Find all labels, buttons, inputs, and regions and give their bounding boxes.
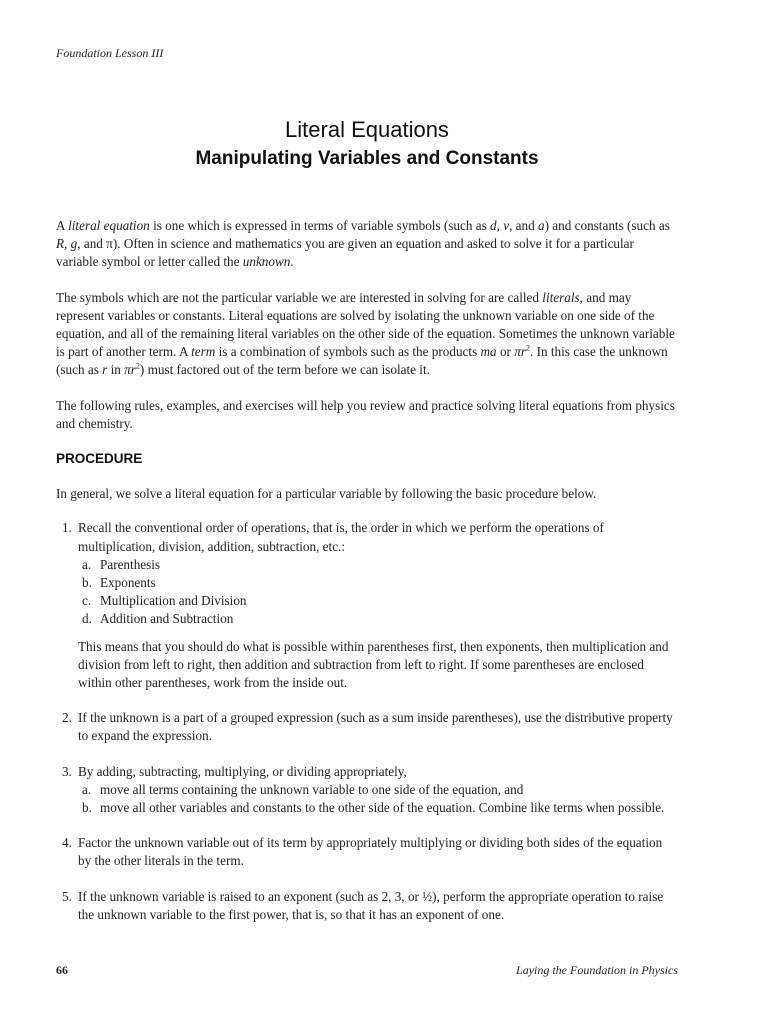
step-1-explanation: This means that you should do what is possible within parentheses first, then exponents, then multiplication and division from left to right, then addition and subtraction from left to right. If some parentheses are enclosed within other parentheses, work from the inside out. <box>78 638 669 691</box>
step-number: 1. <box>62 520 72 536</box>
sub-item: b. move all other variables and constants to the other side of the equation. Combine like terms when possible. <box>82 800 665 816</box>
rules-paragraph: The following rules, examples, and exercises will help you review and practice solving literal equations from physics and chemistry. <box>56 397 675 431</box>
procedure-step-3 <box>56 763 676 818</box>
step-text: Recall the conventional order of operations, that is, the order in which we perform the operations of multiplication, division, addition, subtraction, etc.: <box>78 520 604 554</box>
main-content <box>56 217 676 941</box>
procedure-heading: PROCEDURE <box>56 451 143 467</box>
procedure-step-2 <box>56 709 676 745</box>
sub-item: a. Parenthesis <box>82 556 161 572</box>
step-number: 5. <box>62 888 72 904</box>
intro-paragraph: A literal equation is one which is expressed in terms of variable symbols (such as d, v, and a) and constants (such as R, g, and π). Often in science and mathematics you are given an equation and asked to solve it for a particular variable symbol or letter called the unknown. <box>56 218 670 270</box>
procedure-steps <box>56 519 676 924</box>
running-header: Foundation Lesson III <box>56 46 164 60</box>
step-number: 2. <box>62 710 72 726</box>
sub-item: b. Exponents <box>82 575 156 591</box>
sub-item: a. move all terms containing the unknown variable to one side of the equation, and <box>82 781 524 797</box>
step-text: If the unknown variable is raised to an exponent (such as 2, 3, or ½), perform the appropriate operation to raise the unknown variable to the first power, that is, so that it has an exponent of one. <box>78 888 664 922</box>
procedure-step-1 <box>56 519 676 692</box>
procedure-step-4 <box>56 834 676 870</box>
step-number: 3. <box>62 763 72 779</box>
step-text: If the unknown is a part of a grouped expression (such as a sum inside parentheses), use the distributive property to expand the expression. <box>78 710 673 744</box>
page-title: Literal Equations <box>285 117 449 142</box>
page-subtitle: Manipulating Variables and Constants <box>195 148 539 169</box>
sub-item: c. Multiplication and Division <box>82 593 247 609</box>
order-of-operations-list <box>78 556 676 629</box>
sub-item: d. Addition and Subtraction <box>82 611 234 627</box>
step-number: 4. <box>62 835 72 851</box>
procedure-step-5 <box>56 888 676 924</box>
rearrange-list <box>78 781 676 817</box>
page-number: 66 <box>56 963 68 977</box>
book-title: Laying the Foundation in Physics <box>516 963 678 977</box>
procedure-intro: In general, we solve a literal equation for a particular variable by following the basic procedure below. <box>56 486 597 502</box>
step-text: Factor the unknown variable out of its term by appropriately multiplying or dividing both sides of the equation by the other literals in the term. <box>78 835 663 869</box>
literals-paragraph: The symbols which are not the particular variable we are interested in solving for are called literals, and may represent variables or constants. Literal equations are solved by isolating the unknown variable on one side of the equation, and all of the remaining literal variables on the other side of the equation. Sometimes the unknown variable is part of another term. A term is a combination of symbols such as the products ma or $\pi r^2$. In this case the unknown (such as r in $\pi r^2$) must factored out of the term before we can isolate it. <box>56 289 675 378</box>
step-text: By adding, subtracting, multiplying, or dividing appropriately, <box>78 763 407 779</box>
